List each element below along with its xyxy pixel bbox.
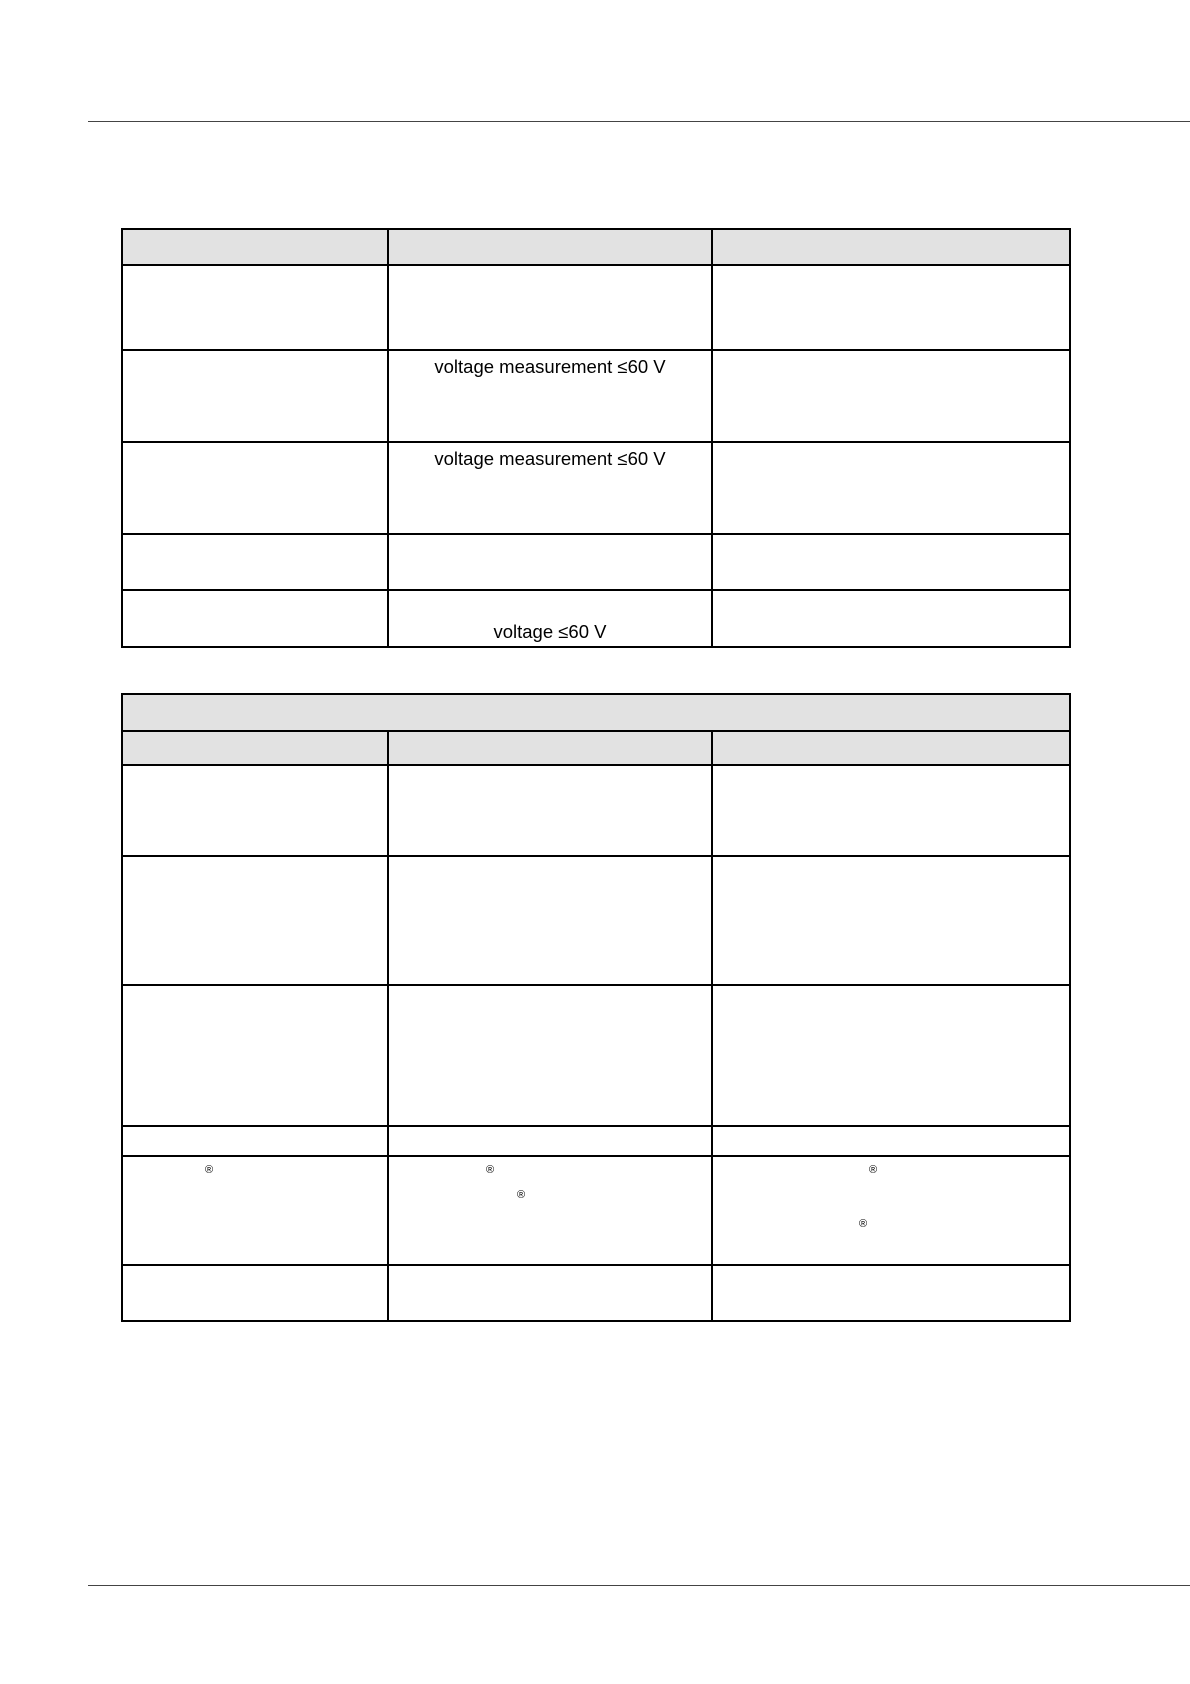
header-cell [122,229,388,265]
table-row [122,350,1070,442]
spec-table-1 [121,228,1071,648]
header-cell [712,731,1070,765]
table-cell [122,1126,388,1156]
table-row [122,534,1070,590]
table-cell [712,534,1070,590]
table-cell [122,985,388,1126]
table-row [122,1265,1070,1321]
table-row [122,265,1070,350]
table-cell [388,590,712,647]
table-row [122,985,1070,1126]
cell-text: voltage measurement ≤60 V [434,448,666,469]
table-cell [712,1265,1070,1321]
header-cell [712,229,1070,265]
table-header-row [122,229,1070,265]
table-cell [388,350,712,442]
cell-text: voltage ≤60 V [493,621,607,642]
table-cell [388,534,712,590]
registered-mark: ® [486,1164,495,1176]
spec-table-2 [121,693,1071,1322]
table-cell [388,1156,712,1265]
table-cell [122,765,388,856]
registered-mark: ® [859,1218,868,1230]
table-cell [388,765,712,856]
table-row [122,765,1070,856]
cell-text: voltage measurement ≤60 V [434,356,666,377]
footer-rule [88,1585,1190,1586]
table-cell [712,590,1070,647]
header-cell [388,731,712,765]
table-row [122,442,1070,534]
table-row [122,1126,1070,1156]
table-cell [712,265,1070,350]
table-cell [388,1265,712,1321]
table-row [122,1156,1070,1265]
registered-mark: ® [205,1164,214,1176]
table-title [122,694,1070,731]
table-cell [712,1156,1070,1265]
table-cell [712,856,1070,985]
table-cell [122,350,388,442]
table-cell [712,350,1070,442]
table-cell [122,856,388,985]
table-cell [388,1126,712,1156]
table-cell [388,442,712,534]
table-cell [712,765,1070,856]
header-rule [88,121,1190,122]
table-cell [122,265,388,350]
table-cell [122,534,388,590]
table-cell [388,985,712,1126]
registered-mark: ® [517,1189,526,1201]
table-cell [122,1156,388,1265]
table-cell [712,442,1070,534]
table-cell [388,265,712,350]
table-cell [122,1265,388,1321]
table-row [122,590,1070,647]
table-cell [122,442,388,534]
table-title-row [122,694,1070,731]
table-cell [712,985,1070,1126]
header-cell [388,229,712,265]
table-row [122,856,1070,985]
table-cell [122,590,388,647]
table-cell [388,856,712,985]
table-header-row [122,731,1070,765]
registered-mark: ® [869,1164,878,1176]
header-cell [122,731,388,765]
table-cell [712,1126,1070,1156]
